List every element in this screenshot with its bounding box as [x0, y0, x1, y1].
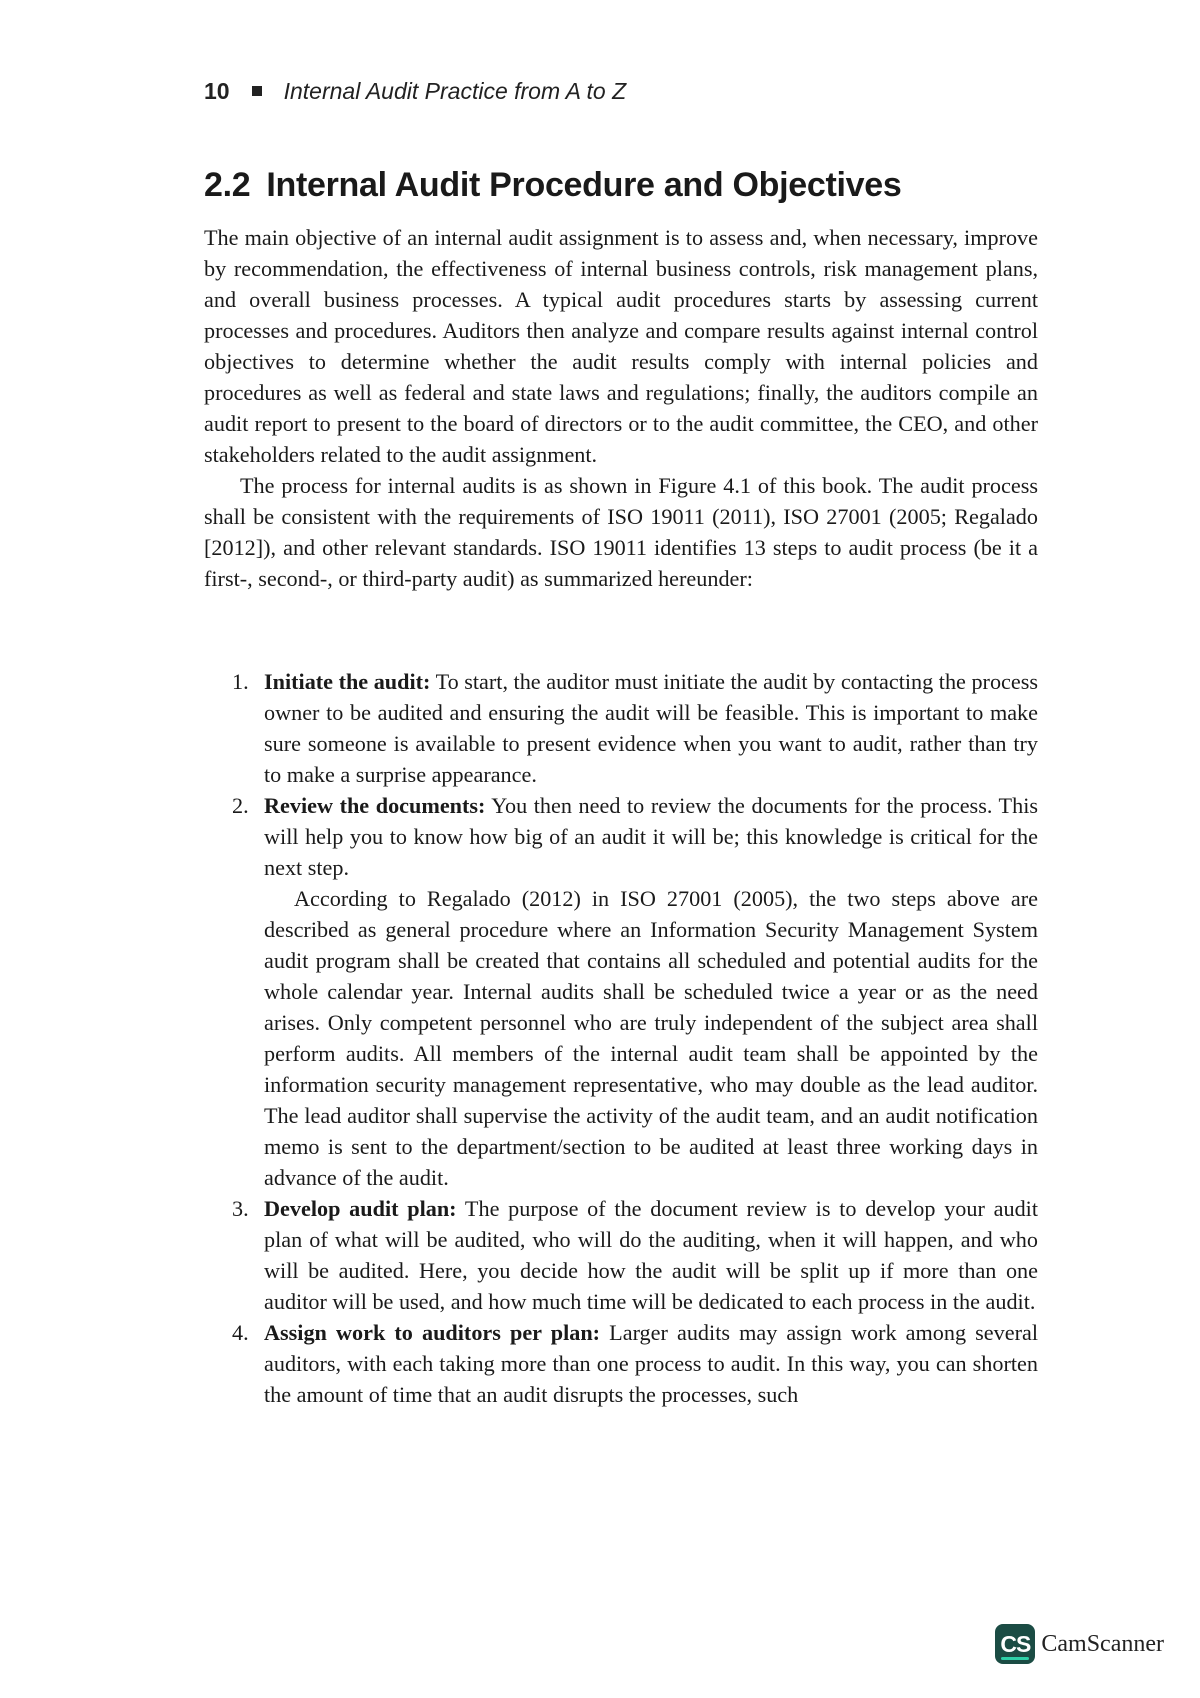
section-title: Internal Audit Procedure and Objectives: [266, 166, 902, 204]
step-label: Assign work to auditors per plan:: [264, 1320, 601, 1345]
book-title: Internal Audit Practice from A to Z: [283, 78, 627, 104]
running-head: [204, 78, 626, 105]
step-label: Initiate the audit:: [264, 669, 431, 694]
page-number: 10: [204, 78, 230, 104]
step-text: You then need to review the documents for the process. This will help you to know how big of an audit it will be; this knowledge is critical for the next step.: [264, 793, 1038, 880]
step-text: Larger audits may assign work among several auditors, with each taking more than one process to audit. In this way, you can shorten the amount of time that an audit disrupts the processes, such: [264, 1320, 1038, 1407]
square-bullet-icon: [252, 86, 262, 96]
list-item: [204, 666, 1038, 790]
list-item: [204, 790, 1038, 1193]
list-marker: 1.: [232, 669, 249, 694]
camscanner-logo-icon: CS: [995, 1624, 1035, 1664]
list-marker: 4.: [232, 1320, 249, 1345]
body-text: [204, 222, 1038, 594]
list-item: [204, 1317, 1038, 1410]
step-text: To start, the auditor must initiate the audit by contacting the process owner to be audited and ensuring the audit will be feasible. This is important to make sure someone is available to present evidence when you want to audit, rather than try to make a surprise appearance.: [264, 669, 1039, 787]
section-number: 2.2: [204, 166, 251, 204]
section-heading: [204, 166, 901, 205]
watermark-name: CamScanner: [1041, 1630, 1164, 1657]
list-marker: 3.: [232, 1196, 249, 1221]
list-item: [204, 1193, 1038, 1317]
step-text: The purpose of the document review is to develop your audit plan of what will be audited, who will do the auditing, when it will happen, and who will be audited. Here, you decide how the audit will be split up if more than one auditor will be used, and how much time will be dedicated to each process in the audit.: [264, 1196, 1038, 1314]
list-marker: 2.: [232, 793, 249, 818]
paragraph-process: The process for internal audits is as shown in Figure 4.1 of this book. The audit process shall be consistent with the requirements of ISO 19011 (2011), ISO 27001 (2005; Regalado [2012]), and other relevant standards. ISO 19011 identifies 13 steps to audit process (be it a first-, second-, or third-party audit) as summarized hereunder:: [204, 473, 1038, 591]
audit-steps-list: [204, 666, 1038, 1410]
paragraph-intro: The main objective of an internal audit assignment is to assess and, when necessary, improve by recommendation, the effectiveness of internal business controls, risk management plans, and overall business processes. A typical audit procedures starts by assessing current processes and procedures. Auditors then analyze and compare results against internal control objectives to determine whether the audit results comply with internal policies and procedures as well as federal and state laws and regulations; finally, the auditors compile an audit report to present to the board of directors or to the audit committee, the CEO, and other stakeholders related to the audit assignment.: [204, 225, 1038, 467]
camscanner-watermark: [995, 1624, 1164, 1664]
step-label: Develop audit plan:: [264, 1196, 457, 1221]
step-sub-paragraph: According to Regalado (2012) in ISO 27001 (2005), the two steps above are described as general procedure where an Information Security Management System audit program shall be created that contains all scheduled and potential audits for the whole calendar year. Internal audits shall be scheduled twice a year or as the need arises. Only competent personnel who are truly independent of the subject area shall perform audits. All members of the internal audit team shall be appointed by the information security management representative, who may double as the lead auditor. The lead auditor shall supervise the activity of the audit team, and an audit notification memo is sent to the department/section to be audited at least three working days in advance of the audit.: [264, 886, 1038, 1190]
step-label: Review the documents:: [264, 793, 486, 818]
